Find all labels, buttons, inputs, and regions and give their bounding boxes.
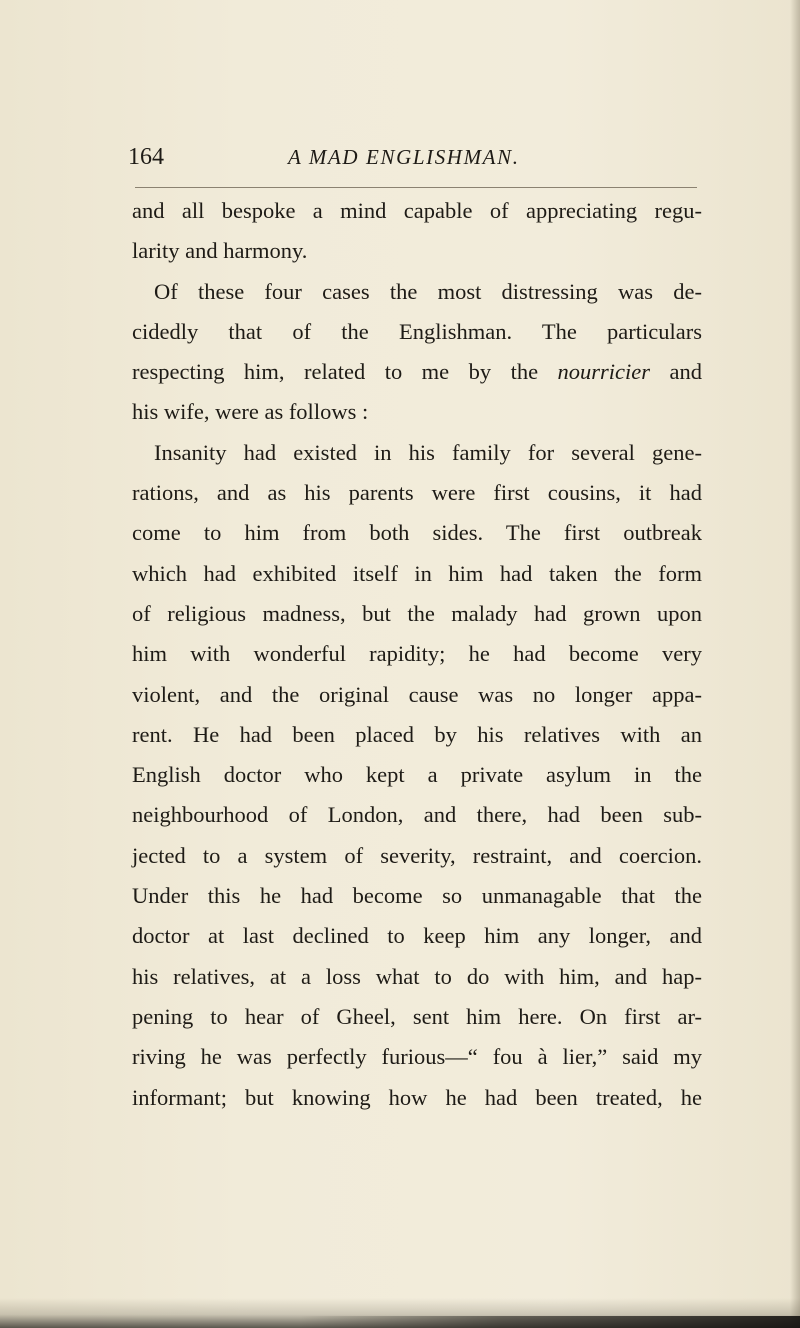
text-line-content: rations, and as his parents were first cousins, it had [132, 480, 702, 506]
page-bottom-edge [300, 1316, 800, 1328]
text-line [132, 675, 702, 715]
text-line-content: rent. He had been placed by his relatives with an [132, 721, 702, 747]
body-text [132, 191, 702, 1118]
text-line-content: doctor at last declined to keep him any longer, and [132, 923, 702, 949]
running-title: A MAD ENGLISHMAN. [288, 145, 520, 169]
text-line [132, 1078, 702, 1118]
text-line [132, 715, 702, 755]
text-line-content: pening to hear of Gheel, sent him here. On first ar- [132, 1003, 702, 1029]
text-line [132, 312, 702, 352]
text-line [132, 473, 702, 513]
text-line [132, 876, 702, 916]
text-line [132, 352, 702, 392]
text-line-content: come to him from both sides. The first outbreak [132, 520, 702, 546]
text-line-content: larity and harmony. [132, 238, 308, 264]
text-line [132, 231, 702, 271]
page-number: 164 [128, 144, 164, 170]
header-rule [135, 187, 697, 188]
text-line-content: his relatives, at a loss what to do with him, and hap- [132, 963, 702, 989]
text-line [132, 957, 702, 997]
text-line-content: jected to a system of severity, restraint, and coercion. [132, 842, 702, 868]
text-line-content: English doctor who kept a private asylum in the [132, 762, 702, 788]
text-line [132, 554, 702, 594]
text-line-content: neighbourhood of London, and there, had been sub- [132, 802, 702, 828]
text-line-content: which had exhibited itself in him had taken the form [132, 560, 702, 586]
text-line-content: respecting him, related to me by the [132, 359, 539, 385]
text-line [132, 433, 702, 473]
text-line-content: Insanity had existed in his family for several gene- [154, 439, 702, 465]
text-line [132, 916, 702, 956]
text-line [132, 755, 702, 795]
text-line [132, 795, 702, 835]
text-line-content: Of these four cases the most distressing was de- [154, 278, 702, 304]
text-line [132, 997, 702, 1037]
italic-word: nourricier [557, 359, 651, 385]
text-line [132, 836, 702, 876]
text-line-content: Under this he had become so unmanagable that the [132, 883, 702, 909]
page-edge-shadow [790, 0, 800, 1328]
page-header [128, 143, 698, 177]
text-line [132, 634, 702, 674]
text-line-content: his wife, were as follows : [132, 399, 369, 425]
text-line-content: riving he was perfectly furious—“ fou à lier,” said my [132, 1044, 702, 1070]
text-line [132, 1037, 702, 1077]
text-line-content: cidedly that of the Englishman. The particulars [132, 318, 702, 344]
text-line-content: him with wonderful rapidity; he had become very [132, 641, 702, 667]
text-line [132, 594, 702, 634]
text-line [132, 191, 702, 231]
text-line-content: of religious madness, but the malady had grown upon [132, 600, 702, 626]
text-line [132, 272, 702, 312]
text-line [132, 392, 702, 432]
text-line-tail: and [669, 359, 702, 385]
text-line-content: and all bespoke a mind capable of appreciating regu- [132, 198, 702, 223]
text-line-content: violent, and the original cause was no longer appa- [132, 681, 702, 707]
text-line-content: informant; but knowing how he had been treated, he [132, 1084, 702, 1110]
text-line [132, 513, 702, 553]
